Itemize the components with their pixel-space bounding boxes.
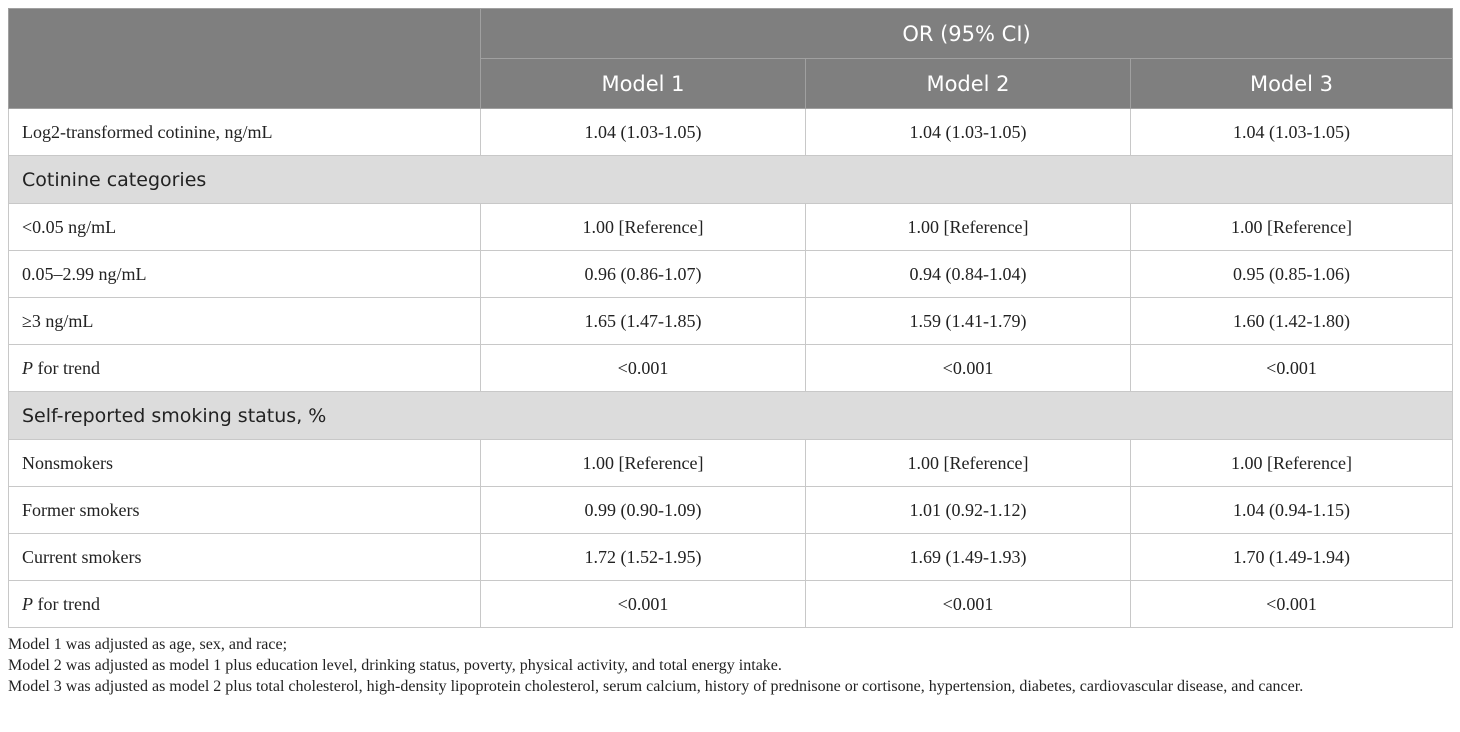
cell-model-1: 0.96 (0.86-1.07) bbox=[481, 251, 806, 298]
cell-model-3: 1.04 (0.94-1.15) bbox=[1131, 487, 1453, 534]
section-label: Self-reported smoking status, % bbox=[9, 392, 1453, 440]
header-model-3: Model 3 bbox=[1131, 59, 1453, 109]
row-label bbox=[9, 581, 481, 628]
cell-model-1: <0.001 bbox=[481, 345, 806, 392]
row-label bbox=[9, 345, 481, 392]
results-table-container bbox=[8, 8, 1452, 697]
table-footnotes bbox=[8, 634, 1452, 697]
cell-model-3: 1.00 [Reference] bbox=[1131, 440, 1453, 487]
p-trend-text: for trend bbox=[33, 593, 100, 614]
cell-model-3: 1.00 [Reference] bbox=[1131, 204, 1453, 251]
cell-model-2: 1.00 [Reference] bbox=[806, 204, 1131, 251]
header-model-2: Model 2 bbox=[806, 59, 1131, 109]
table-body bbox=[9, 109, 1453, 628]
table-header bbox=[9, 9, 1453, 109]
cell-model-3: 1.04 (1.03-1.05) bbox=[1131, 109, 1453, 156]
cell-model-1: 1.65 (1.47-1.85) bbox=[481, 298, 806, 345]
p-trend-row bbox=[9, 345, 1453, 392]
header-group-label: OR (95% CI) bbox=[481, 9, 1453, 59]
cell-model-3: 1.70 (1.49-1.94) bbox=[1131, 534, 1453, 581]
cell-model-1: 1.00 [Reference] bbox=[481, 204, 806, 251]
cell-model-2: <0.001 bbox=[806, 345, 1131, 392]
table-row bbox=[9, 109, 1453, 156]
header-blank-cell bbox=[9, 9, 481, 109]
row-label: Current smokers bbox=[9, 534, 481, 581]
row-label: <0.05 ng/mL bbox=[9, 204, 481, 251]
odds-ratio-table bbox=[8, 8, 1453, 628]
row-label: Log2-transformed cotinine, ng/mL bbox=[9, 109, 481, 156]
cell-model-3: 1.60 (1.42-1.80) bbox=[1131, 298, 1453, 345]
footnote-model-3: Model 3 was adjusted as model 2 plus total cholesterol, high-density lipoprotein cholesterol, serum calcium, history of prednisone or cortisone, hypertension, diabetes, cardiovascular disease, and cancer. bbox=[8, 678, 1304, 695]
p-symbol: P bbox=[22, 593, 33, 614]
table-row bbox=[9, 534, 1453, 581]
cell-model-2: 1.59 (1.41-1.79) bbox=[806, 298, 1131, 345]
cell-model-1: 0.99 (0.90-1.09) bbox=[481, 487, 806, 534]
section-row bbox=[9, 156, 1453, 204]
section-row bbox=[9, 392, 1453, 440]
cell-model-3: <0.001 bbox=[1131, 581, 1453, 628]
row-label: 0.05–2.99 ng/mL bbox=[9, 251, 481, 298]
table-row bbox=[9, 487, 1453, 534]
cell-model-2: 1.69 (1.49-1.93) bbox=[806, 534, 1131, 581]
cell-model-2: <0.001 bbox=[806, 581, 1131, 628]
table-row bbox=[9, 251, 1453, 298]
cell-model-3: <0.001 bbox=[1131, 345, 1453, 392]
cell-model-1: 1.04 (1.03-1.05) bbox=[481, 109, 806, 156]
cell-model-2: 0.94 (0.84-1.04) bbox=[806, 251, 1131, 298]
p-symbol: P bbox=[22, 357, 33, 378]
footnote-model-1: Model 1 was adjusted as age, sex, and race; bbox=[8, 636, 288, 653]
row-label: Nonsmokers bbox=[9, 440, 481, 487]
row-label: ≥3 ng/mL bbox=[9, 298, 481, 345]
cell-model-2: 1.00 [Reference] bbox=[806, 440, 1131, 487]
cell-model-3: 0.95 (0.85-1.06) bbox=[1131, 251, 1453, 298]
cell-model-1: 1.72 (1.52-1.95) bbox=[481, 534, 806, 581]
header-model-1: Model 1 bbox=[481, 59, 806, 109]
table-row bbox=[9, 298, 1453, 345]
cell-model-2: 1.01 (0.92-1.12) bbox=[806, 487, 1131, 534]
footnote-model-2: Model 2 was adjusted as model 1 plus education level, drinking status, poverty, physical activity, and total energy intake. bbox=[8, 657, 782, 674]
cell-model-1: 1.00 [Reference] bbox=[481, 440, 806, 487]
table-row bbox=[9, 204, 1453, 251]
table-row bbox=[9, 440, 1453, 487]
p-trend-row bbox=[9, 581, 1453, 628]
cell-model-2: 1.04 (1.03-1.05) bbox=[806, 109, 1131, 156]
cell-model-1: <0.001 bbox=[481, 581, 806, 628]
row-label: Former smokers bbox=[9, 487, 481, 534]
section-label: Cotinine categories bbox=[9, 156, 1453, 204]
p-trend-text: for trend bbox=[33, 357, 100, 378]
